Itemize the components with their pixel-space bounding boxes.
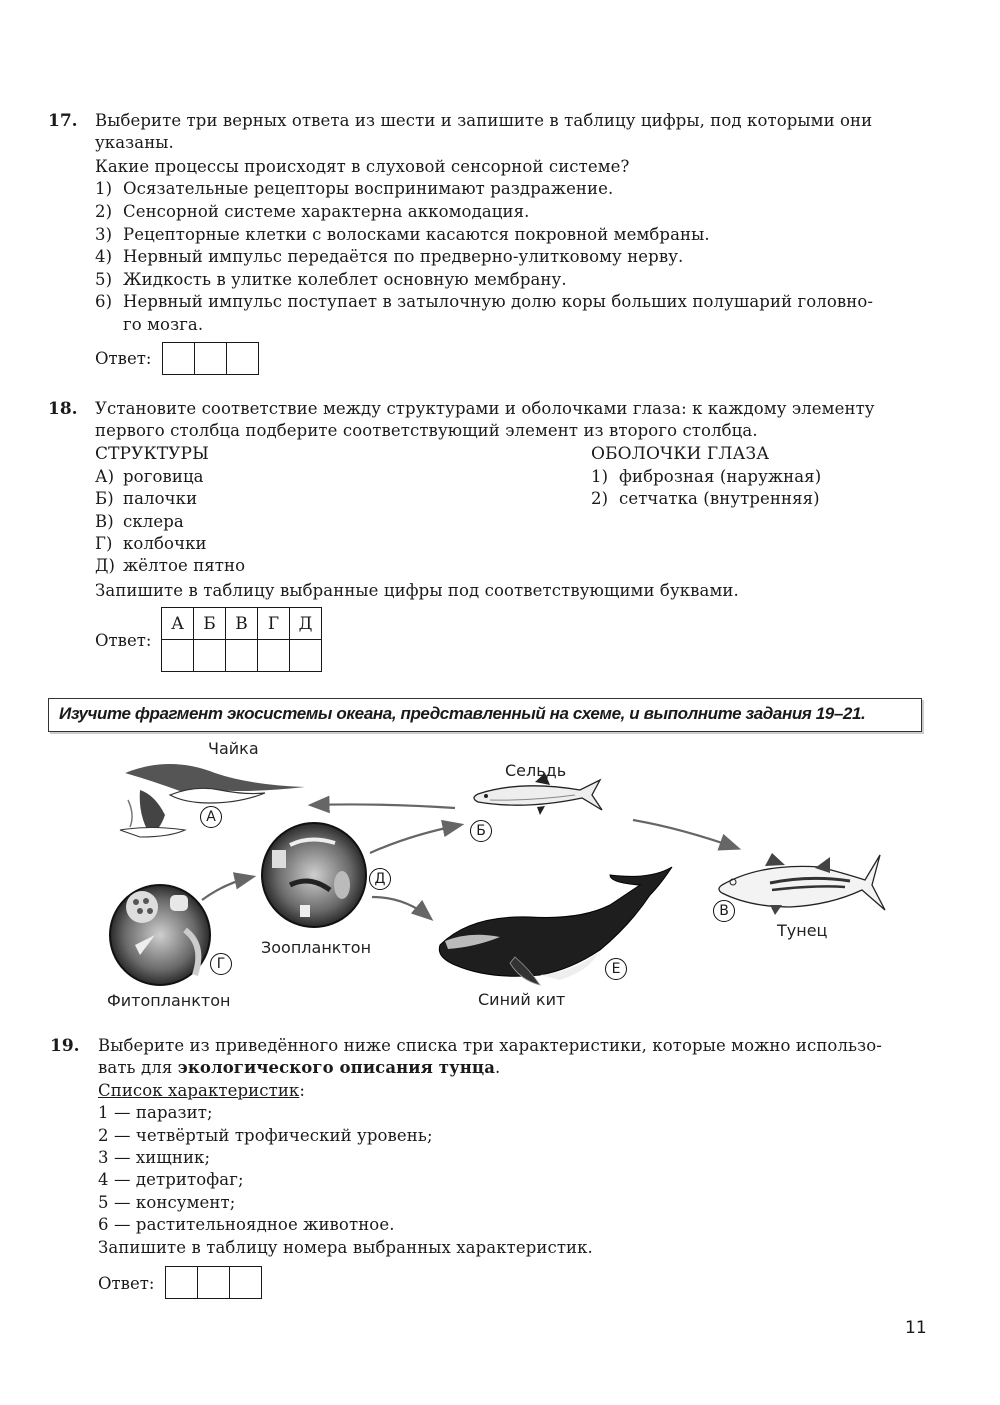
option-item: 4) Нервный импульс передаётся по предверно-улитковому нерву. — [95, 247, 684, 266]
characteristic-item: 3 — хищник; — [98, 1148, 211, 1167]
arrow-herring-to-gull — [312, 804, 455, 808]
answer-table — [162, 342, 259, 375]
instruction-banner — [48, 698, 922, 732]
page-number: 11 — [905, 1318, 927, 1338]
question-number: 19. — [50, 1036, 80, 1056]
question-number: 17. — [48, 111, 78, 131]
zooplankton-illustration — [262, 823, 366, 927]
banner-text: Изучите фрагмент экосистемы океана, представленный на схеме, и выполните задания 19–21. — [59, 704, 866, 723]
characteristic-item: 5 — консумент; — [98, 1193, 236, 1212]
answer-label: Ответ: — [95, 349, 152, 368]
answer-cell[interactable] — [226, 640, 258, 672]
answer-cell[interactable] — [290, 640, 322, 672]
column-header-structures: СТРУКТУРЫ — [95, 444, 209, 464]
list-header: Список характеристик: — [98, 1081, 306, 1100]
option-item: 6) Нервный импульс поступает в затылочную долю коры больших полушарий головно- — [95, 292, 874, 311]
table-header-cell: Д — [290, 608, 322, 640]
marker-a: А — [200, 806, 222, 828]
marker-e: Е — [605, 958, 627, 980]
marker-d: Д — [369, 868, 391, 890]
option-item: 1) Осязательные рецепторы воспринимают раздражение. — [95, 179, 614, 198]
answer-cell[interactable] — [195, 343, 227, 375]
diagram-graphics — [0, 735, 1000, 1020]
column-header-membranes: ОБОЛОЧКИ ГЛАЗА — [591, 444, 770, 464]
answer-table — [161, 607, 322, 672]
write-instruction: Запишите в таблицу выбранные цифры под соответствующими буквами. — [95, 581, 739, 600]
phytoplankton-illustration — [110, 885, 210, 985]
option-item: 3) Рецепторные клетки с волосками касаются покровной мембраны. — [95, 225, 710, 244]
option-item-cont: го мозга. — [123, 315, 204, 334]
structure-item: Д) жёлтое пятно — [95, 556, 246, 575]
characteristic-item: 2 — четвёртый трофический уровень; — [98, 1126, 433, 1145]
label-blue-whale: Синий кит — [478, 990, 566, 1009]
characteristic-item: 4 — детритофаг; — [98, 1170, 244, 1189]
question-number: 18. — [48, 399, 78, 419]
label-tuna: Тунец — [777, 921, 828, 940]
structure-item: В) склера — [95, 512, 184, 531]
membrane-item: 1) фиброзная (наружная) — [591, 467, 822, 486]
table-header-cell: В — [226, 608, 258, 640]
answer-cell[interactable] — [162, 640, 194, 672]
answer-cell[interactable] — [230, 1267, 262, 1299]
structure-item: Г) колбочки — [95, 534, 207, 553]
answer-cell[interactable] — [194, 640, 226, 672]
label-gull: Чайка — [208, 739, 259, 758]
characteristic-item: 6 — растительноядное животное. — [98, 1215, 395, 1234]
arrow-zoo-to-whale — [372, 897, 430, 918]
question-text: Какие процессы происходят в слуховой сенсорной системе? — [95, 157, 630, 176]
structure-item: А) роговица — [95, 467, 204, 486]
label-phytoplankton: Фитопланктон — [107, 991, 231, 1010]
answer-cell[interactable] — [258, 640, 290, 672]
answer-cell[interactable] — [163, 343, 195, 375]
label-herring: Сельдь — [505, 761, 567, 780]
write-instruction: Запишите в таблицу номера выбранных характеристик. — [98, 1238, 593, 1257]
arrow-herring-to-tuna — [633, 820, 737, 848]
question-instruction: Установите соответствие между структурами и оболочками глаза: к каждому элементу — [95, 399, 875, 418]
answer-label: Ответ: — [98, 1274, 155, 1293]
marker-b: Б — [470, 820, 492, 842]
table-header-cell: Г — [258, 608, 290, 640]
option-item: 2) Сенсорной системе характерна аккомодация. — [95, 202, 530, 221]
answer-cell[interactable] — [166, 1267, 198, 1299]
answer-label: Ответ: — [95, 631, 152, 650]
answer-table — [165, 1266, 262, 1299]
question-instruction-cont: вать для экологического описания тунца. — [98, 1058, 501, 1077]
characteristic-item: 1 — паразит; — [98, 1103, 213, 1122]
blue-whale-illustration — [439, 867, 672, 985]
question-instruction: Выберите из приведённого ниже списка три характеристики, которые можно использо- — [98, 1036, 882, 1055]
table-header-cell: Б — [194, 608, 226, 640]
marker-g: Г — [210, 953, 232, 975]
answer-cell[interactable] — [198, 1267, 230, 1299]
question-instruction: Выберите три верных ответа из шести и запишите в таблицу цифры, под которыми они — [95, 111, 873, 130]
tuna-illustration — [719, 853, 885, 915]
question-instruction-cont: указаны. — [95, 133, 174, 152]
table-header-cell: А — [162, 608, 194, 640]
question-instruction-cont: первого столбца подберите соответствующий элемент из второго столбца. — [95, 421, 758, 440]
marker-v: В — [713, 900, 735, 922]
answer-cell[interactable] — [227, 343, 259, 375]
option-item: 5) Жидкость в улитке колеблет основную мембрану. — [95, 270, 567, 289]
membrane-item: 2) сетчатка (внутренняя) — [591, 489, 820, 508]
label-zooplankton: Зоопланктон — [261, 938, 372, 957]
arrow-phyto-to-zoo — [202, 877, 252, 900]
arrow-zoo-to-herring — [370, 825, 460, 853]
structure-item: Б) палочки — [95, 489, 198, 508]
